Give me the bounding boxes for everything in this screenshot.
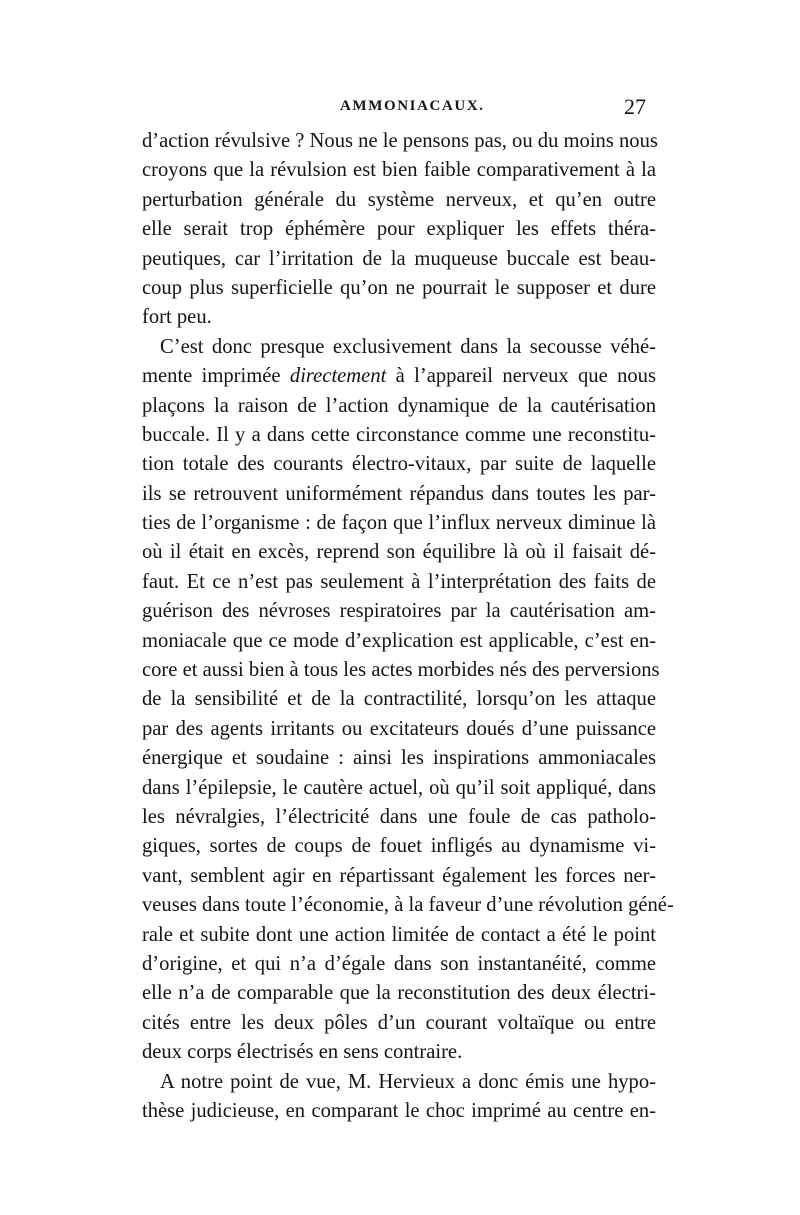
page-number: 27	[624, 94, 646, 119]
text-line: d’origine, et qui n’a d’égale dans son instantanéité, comme	[142, 952, 656, 975]
emphasis-text: directement	[289, 365, 387, 388]
text-line: thèse judicieuse, en comparant le choc imprimé au centre en-	[142, 1099, 656, 1122]
text-line: elle n’a de comparable que la reconstitution des deux électri-	[142, 982, 656, 1005]
text-line: où il était en excès, reprend son équilibre là où il faisait dé-	[142, 541, 656, 564]
text-line: fort peu.	[142, 306, 212, 329]
text-line: guérison des névroses respiratoires par la cautérisation am-	[142, 600, 656, 623]
text-line: core et aussi bien à tous les actes morbides nés des perversions	[142, 659, 660, 682]
text-line: veuses dans toute l’économie, à la faveur d’une révolution géné-	[142, 894, 674, 917]
text-line: deux corps électrisés en sens contraire.	[142, 1041, 463, 1064]
text-line: moniacale que ce mode d’explication est applicable, c’est en-	[142, 629, 656, 652]
text-line: buccale. Il y a dans cette circonstance comme une reconstitu-	[142, 423, 656, 446]
text-line: ils se retrouvent uniformément répandus dans toutes les par-	[142, 482, 656, 505]
text-line: tion totale des courants électro-vitaux, par suite de laquelle	[142, 453, 656, 476]
text-line: vant, semblent agir en répartissant également les forces ner-	[142, 864, 656, 887]
text-line: A notre point de vue, M. Hervieux a donc émis une hypo-	[160, 1070, 656, 1093]
text-line: ties de l’organisme : de façon que l’influx nerveux diminue là	[142, 512, 656, 535]
text-line: faut. Et ce n’est pas seulement à l’interprétation des faits de	[142, 570, 656, 593]
text-run: mente imprimée	[142, 365, 281, 388]
text-line: par des agents irritants ou excitateurs doués d’une puissance	[142, 717, 656, 740]
running-head: AMMONIACAUX.	[340, 98, 485, 114]
text-line: elle serait trop éphémère pour expliquer les effets théra-	[142, 218, 656, 241]
text-line-mixed	[142, 362, 656, 391]
page-header	[0, 94, 800, 124]
text-line: perturbation générale du système nerveux, et qu’en outre	[142, 188, 656, 211]
text-line: énergique et soudaine : ainsi les inspirations ammoniacales	[142, 747, 656, 770]
text-line: C’est donc presque exclusivement dans la secousse véhé-	[160, 335, 656, 358]
text-line: giques, sortes de coups de fouet infligés au dynamisme vi-	[142, 835, 656, 858]
text-line: les névralgies, l’électricité dans une foule de cas patholo-	[142, 805, 656, 828]
text-line: croyons que la révulsion est bien faible comparativement à la	[142, 159, 656, 182]
text-run: à l’appareil nerveux que nous	[395, 365, 656, 388]
text-line: de la sensibilité et de la contractilité, lorsqu’on les attaque	[142, 688, 656, 711]
text-line: coup plus superficielle qu’on ne pourrait le supposer et dure	[142, 276, 656, 299]
text-line: cités entre les deux pôles d’un courant voltaïque ou entre	[142, 1011, 656, 1034]
text-line: peutiques, car l’irritation de la muqueuse buccale est beau-	[142, 247, 656, 270]
text-line: plaçons la raison de l’action dynamique de la cautérisation	[142, 394, 656, 417]
text-line: dans l’épilepsie, le cautère actuel, où qu’il soit appliqué, dans	[142, 776, 656, 799]
body-text	[142, 127, 674, 1126]
text-line: rale et subite dont une action limitée de contact a été le point	[142, 923, 656, 946]
text-line: d’action révulsive ? Nous ne le pensons pas, ou du moins nous	[142, 130, 658, 152]
